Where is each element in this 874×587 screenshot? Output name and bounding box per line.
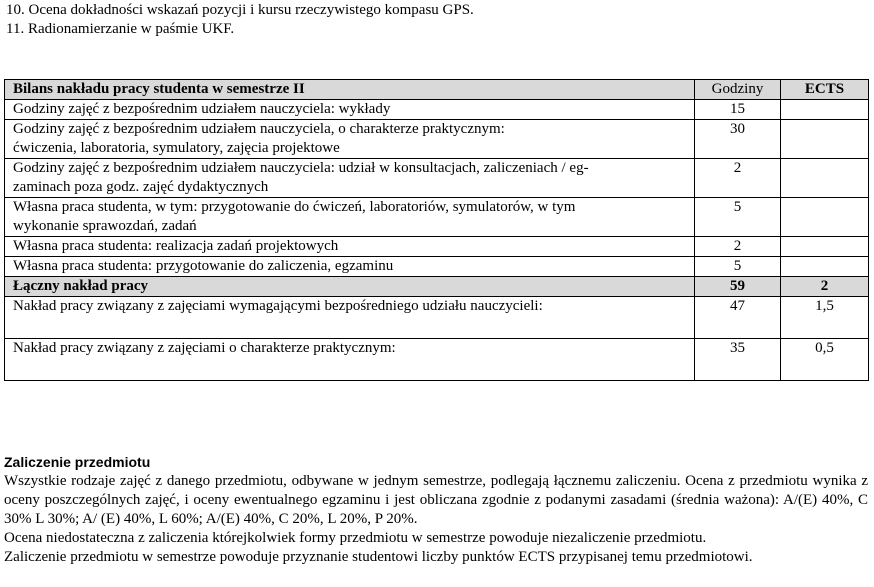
row-hours: 5 (695, 198, 781, 237)
table-row (5, 120, 869, 159)
row-label-line: Godziny zajęć z bezpośrednim udziałem nauczyciela: udział w konsultacjach, zaliczeniach / eg- (13, 160, 589, 176)
row-label-line: Godziny zajęć z bezpośrednim udziałem nauczyciela, o charakterze praktycznym: (13, 121, 505, 137)
row-ects (781, 100, 869, 120)
table-row (5, 100, 869, 120)
row-ects (781, 237, 869, 257)
row-hours: 15 (695, 100, 781, 120)
row-label (5, 120, 695, 159)
row-label-line: zaminach poza godz. zajęć dydaktycznych (13, 179, 269, 195)
total-hours: 59 (695, 277, 781, 297)
workload-table (4, 79, 869, 381)
row-ects: 1,5 (781, 297, 869, 339)
column-header-ects: ECTS (781, 80, 869, 100)
table-row (5, 297, 869, 339)
row-hours: 2 (695, 159, 781, 198)
row-hours: 30 (695, 120, 781, 159)
row-label (5, 257, 695, 277)
row-label-line: Godziny zajęć z bezpośrednim udziałem nauczyciela: wykłady (13, 101, 391, 117)
row-hours: 5 (695, 257, 781, 277)
table-row (5, 257, 869, 277)
topic-list (6, 1, 474, 39)
row-label (5, 198, 695, 237)
row-label-line: wykonanie sprawozdań, zadań (13, 218, 197, 234)
row-label: Nakład pracy związany z zajęciami wymagającymi bezpośredniego udziału nauczycieli: (5, 297, 695, 339)
row-label-line: Własna praca studenta: realizacja zadań projektowych (13, 238, 339, 254)
assessment-paragraph: Wszystkie rodzaje zajęć z danego przedmiotu, odbywane w jednym semestrze, podlegają łącznemu zaliczeniu. Ocena z przedmiotu wynika z oceny poszczególnych zajęć, i oceny ewentualnego egzaminu i jest obliczana zgodnie z podanymi zasadami (średnia ważona): A/(E) 40%, C 30% L 30%; A/ (E) 40%, L 60%; A/(E) 40%, C 20%, L 20%, P 20%. (4, 473, 868, 527)
row-hours: 2 (695, 237, 781, 257)
row-ects (781, 257, 869, 277)
table-title: Bilans nakładu pracy studenta w semestrze II (5, 80, 695, 100)
assessment-paragraph: Ocena niedostateczna z zaliczenia którejkolwiek formy przedmiotu w semestrze powoduje niezaliczenie przedmiotu. (4, 530, 707, 546)
total-row (5, 277, 869, 297)
row-label: Nakład pracy związany z zajęciami o charakterze praktycznym: (5, 339, 695, 381)
row-hours: 47 (695, 297, 781, 339)
table-row (5, 237, 869, 257)
table-row (5, 159, 869, 198)
table-row (5, 339, 869, 381)
row-ects (781, 198, 869, 237)
row-label (5, 237, 695, 257)
list-item: 11. Radionamierzanie w paśmie UKF. (6, 21, 235, 37)
assessment-paragraph: Zaliczenie przedmiotu w semestrze powoduje przyznanie studentowi liczby punktów ECTS przypisanej temu przedmiotowi. (4, 549, 753, 565)
row-ects: 0,5 (781, 339, 869, 381)
row-label (5, 159, 695, 198)
row-label (5, 100, 695, 120)
row-ects (781, 159, 869, 198)
table-header-row (5, 80, 869, 100)
list-item: 10. Ocena dokładności wskazań pozycji i kursu rzeczywistego kompasu GPS. (6, 2, 474, 18)
section-heading: Zaliczenie przedmiotu (4, 454, 151, 470)
row-hours: 35 (695, 339, 781, 381)
total-label: Łączny nakład pracy (5, 277, 695, 297)
assessment-section (4, 452, 868, 567)
total-ects: 2 (781, 277, 869, 297)
row-label-line: Własna praca studenta, w tym: przygotowanie do ćwiczeń, laboratoriów, symulatorów, w tym (13, 199, 576, 215)
column-header-hours: Godziny (695, 80, 781, 100)
row-label-line: ćwiczenia, laboratoria, symulatory, zajęcia projektowe (13, 140, 340, 156)
row-label-line: Własna praca studenta: przygotowanie do zaliczenia, egzaminu (13, 258, 394, 274)
row-ects (781, 120, 869, 159)
table-row (5, 198, 869, 237)
